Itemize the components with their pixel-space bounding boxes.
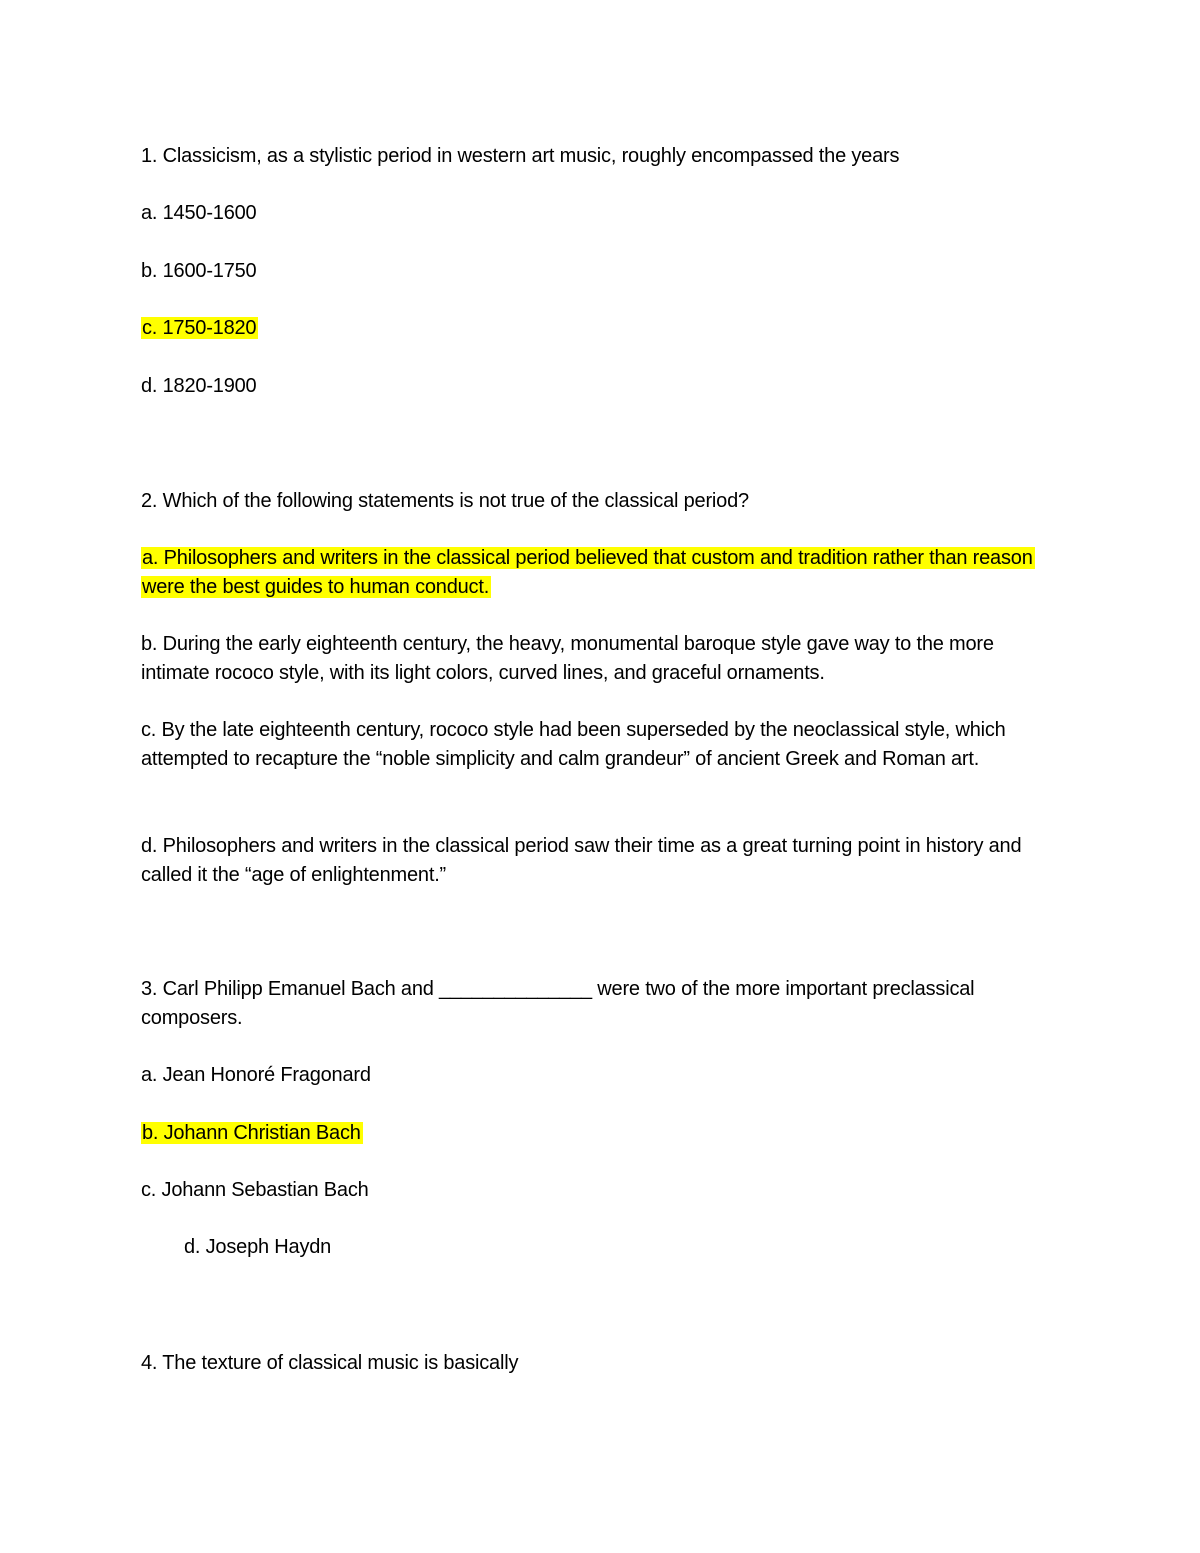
question-3-option-b [141, 1119, 363, 1148]
question-3-option-c: c. Johann Sebastian Bach [141, 1179, 369, 1201]
highlighted-answer: a. Philosophers and writers in the classical period believed that custom and tradition rather than reason were the best guides to human conduct. [142, 547, 1033, 598]
question-2-option-a [141, 544, 1051, 602]
question-1-option-c [141, 314, 258, 343]
question-1-option-b: b. 1600-1750 [141, 260, 257, 282]
question-2-option-c: c. By the late eighteenth century, rococo style had been superseded by the neoclassical style, which attempted to recapture the “noble simplicity and calm grandeur” of ancient Greek and Roman art. [141, 719, 1006, 770]
question-3-option-a: a. Jean Honoré Fragonard [141, 1064, 371, 1086]
question-1-option-d: d. 1820-1900 [141, 375, 257, 397]
question-2-option-b: b. During the early eighteenth century, the heavy, monumental baroque style gave way to the more intimate rococo style, with its light colors, curved lines, and graceful ornaments. [141, 633, 994, 684]
highlighted-answer: b. Johann Christian Bach [142, 1122, 361, 1144]
question-2-option-d: d. Philosophers and writers in the classical period saw their time as a great turning point in history and called it the “age of enlightenment.” [141, 835, 1022, 886]
highlighted-answer: c. 1750-1820 [142, 317, 257, 339]
question-1-option-a: a. 1450-1600 [141, 202, 257, 224]
question-3-option-d: d. Joseph Haydn [184, 1236, 332, 1258]
question-2-stem: 2. Which of the following statements is not true of the classical period? [141, 490, 749, 512]
question-4-stem: 4. The texture of classical music is basically [141, 1352, 519, 1374]
question-1-stem: 1. Classicism, as a stylistic period in western art music, roughly encompassed the years [141, 145, 900, 167]
question-3-stem: 3. Carl Philipp Emanuel Bach and ______________ were two of the more important preclassical composers. [141, 978, 975, 1029]
